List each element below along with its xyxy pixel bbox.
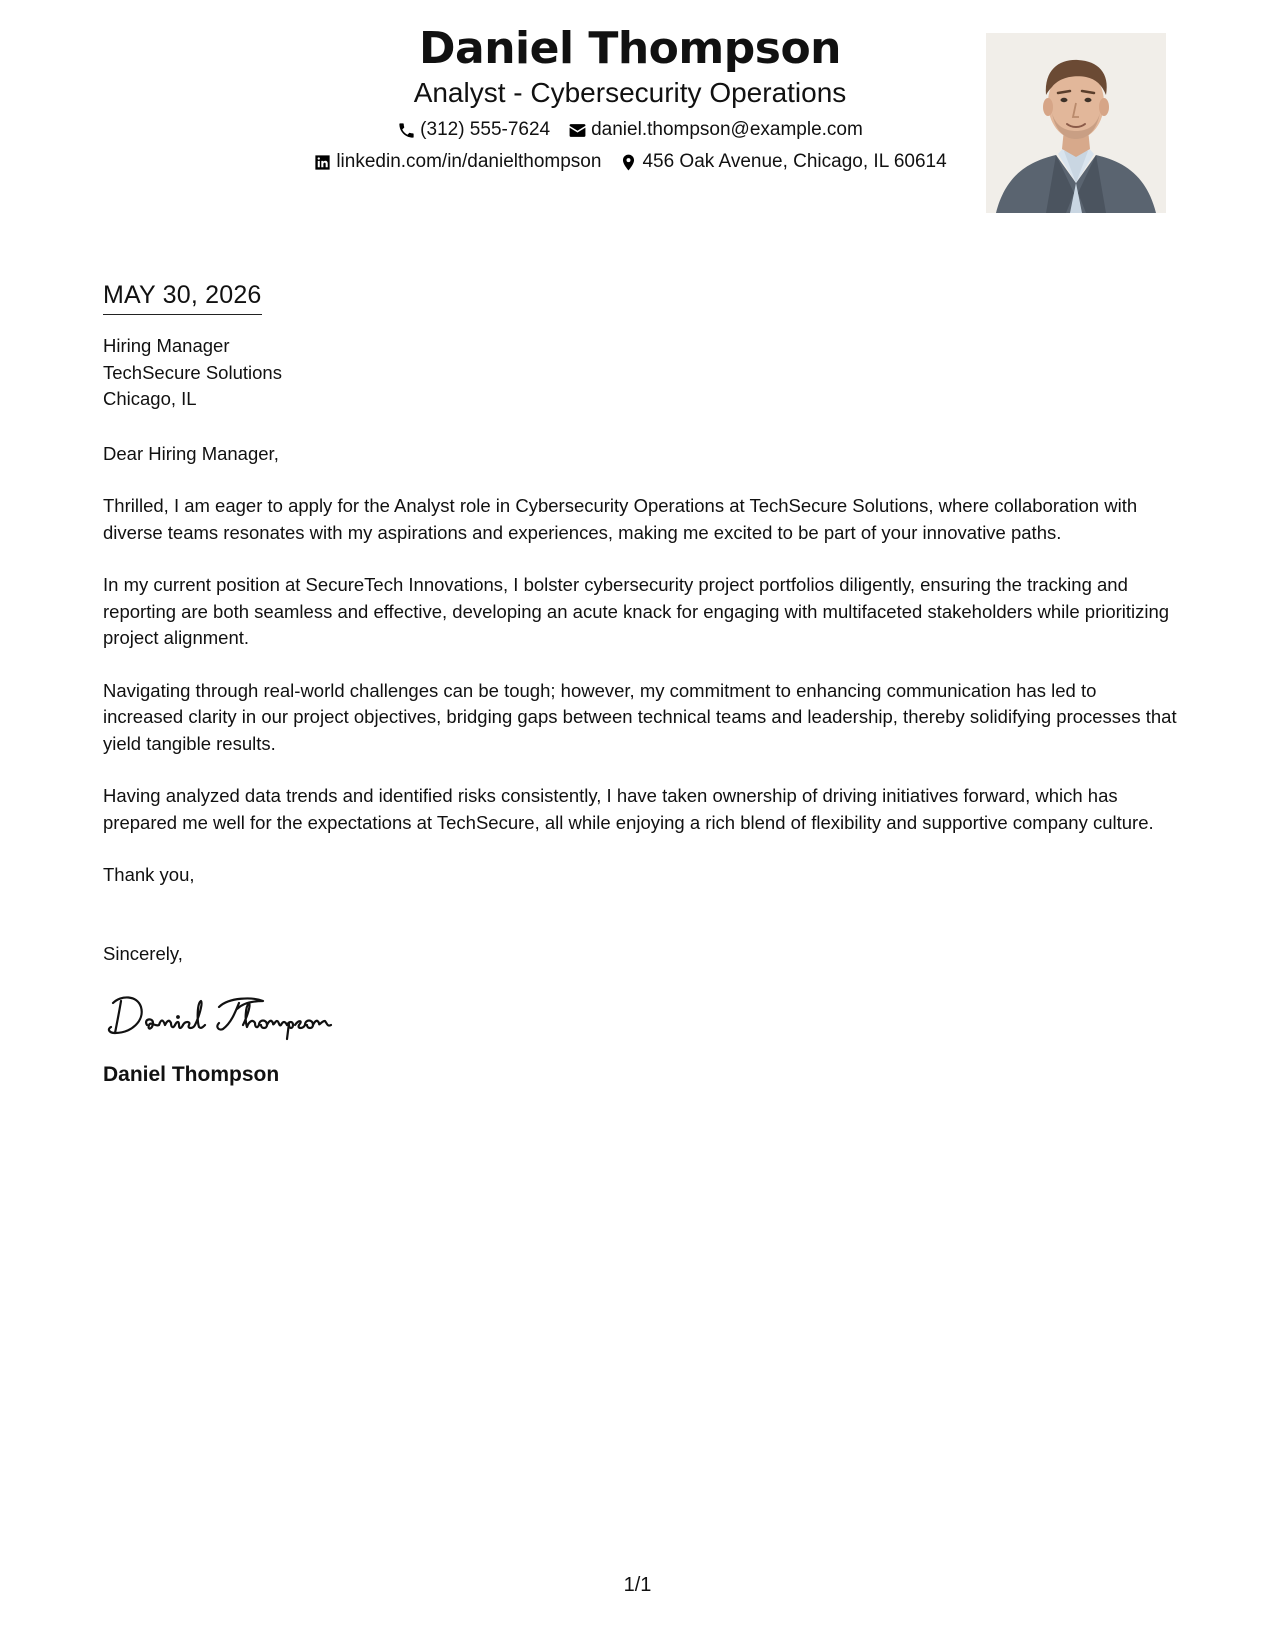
body-paragraph: Having analyzed data trends and identified risks consistently, I have taken ownership of driving initiatives forward, which has prepared me well for the expectations at TechSecure, all while enjoying a rich blend of flexibility and supportive company culture. [103,785,1154,833]
phone-text: (312) 555-7624 [420,119,551,140]
map-pin-icon [619,153,638,172]
letter-date: MAY 30, 2026 [103,278,262,315]
linkedin-text: linkedin.com/in/danielthompson [336,151,602,172]
recipient-block [103,333,1178,413]
contact-line-1 [250,118,1010,142]
applicant-name: Daniel Thompson [418,23,841,74]
applicant-role: Analyst - Cybersecurity Operations [413,77,847,108]
letter-header [0,0,1275,230]
closing-sign-off: Sincerely, [103,942,183,964]
address-text: 456 Oak Avenue, Chicago, IL 60614 [642,151,947,172]
body-paragraph: Thrilled, I am eager to apply for the Analyst role in Cybersecurity Operations at TechSecure Solutions, where collaboration with diverse teams resonates with my aspirations and experiences, making me excited to be part of your innovative paths. [103,495,1138,543]
handwritten-signature [103,987,373,1045]
salutation: Dear Hiring Manager, [103,442,279,464]
contact-line-2 [250,150,1010,174]
envelope-icon [568,121,587,140]
contact-phone [397,118,550,142]
portrait-illustration [986,33,1166,213]
recipient-location: Chicago, IL [103,388,197,409]
linkedin-icon [313,153,332,172]
recipient-company: TechSecure Solutions [103,361,282,383]
closing-thanks: Thank you, [103,864,195,885]
header-text-block [250,22,1010,174]
page-number: 1/1 [623,1574,652,1596]
letter-body [103,278,1178,1089]
recipient-title: Hiring Manager [103,335,230,356]
email-text: daniel.thompson@example.com [591,119,863,140]
body-paragraph: Navigating through real-world challenges can be tough; however, my commitment to enhancing communication has led to increased clarity in our project objectives, bridging gaps between technical teams and leadership, thereby solidifying processes that yield tangible results. [103,679,1177,754]
phone-icon [397,121,416,140]
profile-photo [986,33,1166,213]
signature-drawing [103,987,373,1045]
signer-name: Daniel Thompson [103,1063,280,1086]
body-paragraph: In my current position at SecureTech Innovations, I bolster cybersecurity project portfolios diligently, ensuring the tracking and reporting are both seamless and effective, developing an acute knack for engaging with multifaceted stakeholders while prioritizing project alignment. [103,574,1170,648]
contact-linkedin [313,150,601,174]
contact-address [619,150,946,174]
contact-email [568,118,863,142]
